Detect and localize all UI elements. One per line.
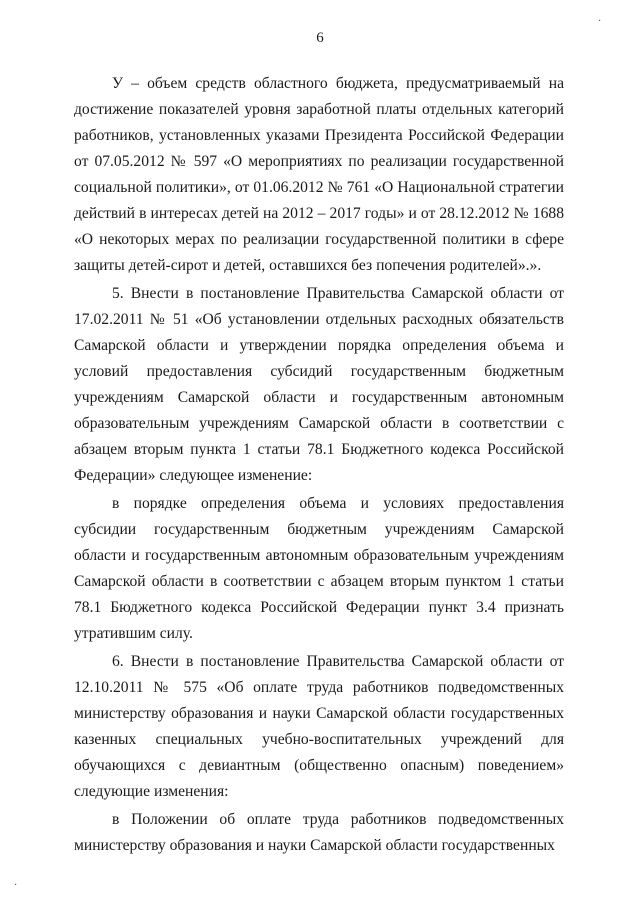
paragraph-item-6-change: в Положении об оплате труда работников подведомственных министерству образования и науки Самарской области государственных [74,811,564,854]
paragraph-item-5: 5. Внести в постановление Правительства Самарской области от 17.02.2011 № 51 «Об установлении отдельных расходных обязательств Самарской области и утверждении порядка определения объема и условий предоставления субсидий государственным бюджетным учреждениям Самарской области и государственным автономным образовательным учреждениям Самарской области в соответствии с абзацем вторым пункта 1 статьи 78.1 Бюджетного кодекса Российской Федерации» следующее изменение: [74,285,564,484]
scan-speck-mark: · [598,16,602,27]
scan-speck-mark: · [14,880,18,891]
page-number: 6 [316,30,324,46]
paragraph-item-6: 6. Внести в постановление Правительства Самарской области от 12.10.2011 № 575 «Об оплате труда работников подведомственных министерству образования и науки Самарской области государственных казенных специальных учебно-воспитательных учреждений для обучающихся с девиантным (общественно опасным) поведением» следующие изменения: [74,653,564,800]
document-body [74,71,564,859]
paragraph-item-5-change: в порядке определения объема и условиях предоставления субсидии государственным бюджетным учреждениям Самарской области и государственным автономным образовательным учреждениям Самарской области в соответствии с абзацем вторым пунктом 1 статьи 78.1 Бюджетного кодекса Российской Федерации пункт 3.4 признать утратившим силу. [74,495,564,642]
paragraph-formula-variable: У – объем средств областного бюджета, предусматриваемый на достижение показателей уровня заработной платы отдельных категорий работников, установленных указами Президента Российской Федерации от 07.05.2012 № 597 «О мероприятиях по реализации государственной социальной политики», от 01.06.2012 № 761 «О Национальной стратегии действий в интересах детей на 2012 – 2017 годы» и от 28.12.2012 № 1688 «О некоторых мерах по реализации государственной политики в сфере защиты детей-сирот и детей, оставшихся без попечения родителей».». [74,75,564,274]
